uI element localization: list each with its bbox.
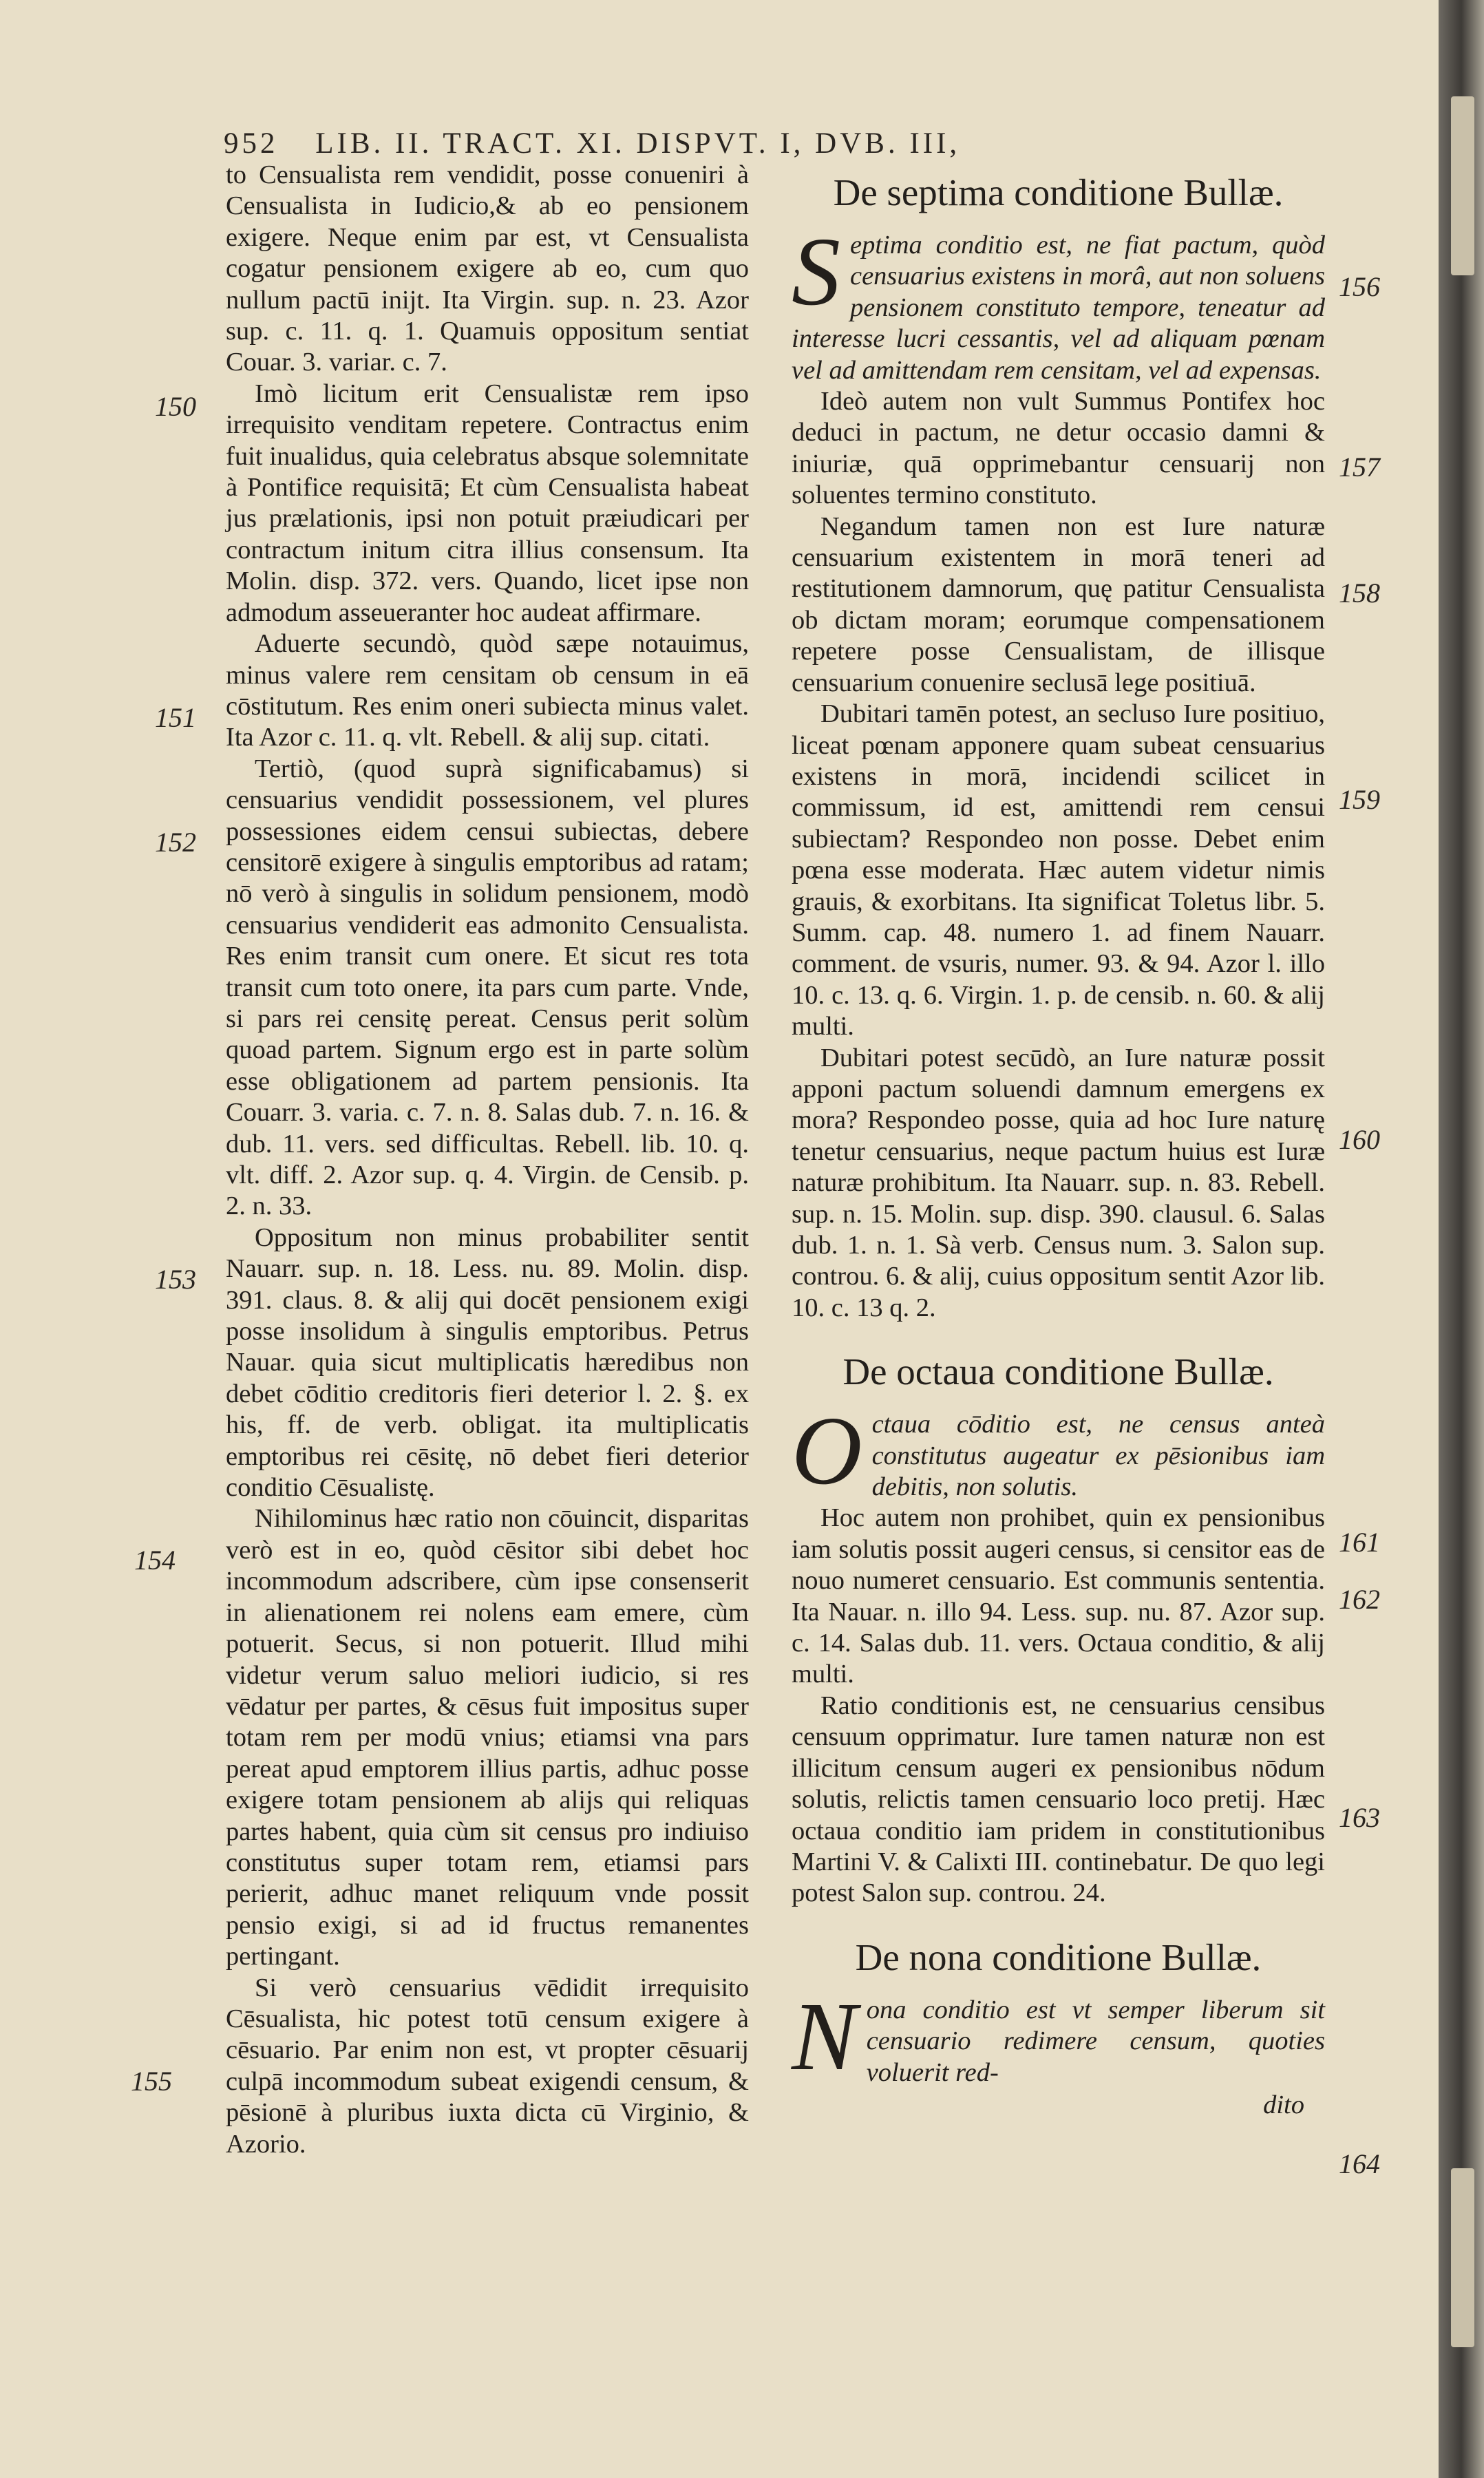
paragraph: Nihilominus hæc ratio non cōuincit, disparitas verò est in eo, quòd cēsitor sibi debet hoc incommodum adscribere, cùm ipse consenserit in alienationem rei nolens eam emere, cùm potuerit. Secus, si non potuerit. Illud mihi videtur verum saluo meliori iudicio, si res vēdatur per partes, & cēsus fuit impositus super totam rem per modū vnius; etiamsi vna pars pereat apud emptorem illius partis, adhuc posse exigere totam pensionem ab alijs qui reliquas partes habent, quia cùm sit census pro indiuiso constitutus super totam rem, etiamsi pars perierit, adhuc manet reliquum vnde possit pensio exigi, si ad id fructus remanentes pertingant.: [226, 1504, 749, 1971]
paragraph: Ideò autem non vult Summus Pontifex hoc deduci in pactum, ne detur occasio damni & iniuriæ, quā opprimebantur censuarij non soluentes termino constituto.: [792, 387, 1325, 510]
running-title: LIB. II. TRACT. XI. DISPVT. I, DVB. III,: [315, 127, 961, 160]
paragraph: Negandum tamen non est Iure naturæ censuarium existentem in morā teneri ad restitutionem damnorum, quę patitur Censualista ob dictam moram; eorumque compensationem repetere posse Censualistam, de illisque censuarium conuenire seclusā lege positiuā.: [792, 511, 1325, 697]
page-edge: [1451, 96, 1474, 275]
paragraph-number: 151: [155, 702, 196, 733]
paragraph: Octaua cōditio est, ne census anteà constitutus augeatur ex pēsionibus iam debitis, non solutis.: [792, 1396, 1325, 1505]
section-heading: De septima conditione Bullæ.: [833, 171, 1284, 213]
page-edge: [1451, 2168, 1474, 2347]
drop-cap: N: [792, 1981, 857, 2090]
paragraph: Si verò censuarius vēdidit irrequisito Cēsualista, hic potest totū censum exigere à cēsuario. Par enim non est, vt propter cēsuarij culpā incommodum subeat exigendi censum, & pēsionē à pluribus iuxta dicta cū Virginio, & Azorio.: [226, 1973, 749, 2159]
paragraph: Dubitari potest secūdò, an Iure naturæ possit apponi pactum soluendi damnum emergens ex mora? Respondeo posse, quia ad hoc Iure naturę tenetur censuarius, neque pactum huius est Iuræ naturæ prohibitum. Ita Nauarr. sup. n. 83. Rebell. sup. n. 15. Molin. sup. disp. 390. clausul. 6. Salas dub. 1. n. 1. Sà verb. Census num. 3. Salon sup. controu. 6. & alij, cuius oppositum sentit Azor lib. 10. c. 13 q. 2.: [792, 1043, 1325, 1322]
paragraph: Ratio conditionis est, ne censuarius censibus censuum opprimatur. Iure tamen naturæ non est illicitum censum augeri ex pensionibus nōdum solutis, relictis tamen censuario loco pretij. Hæc octaua conditio iam pridem in constitutionibus Martini V. & Calixti III. continebatur. De quo legi potest Salon sup. controu. 24.: [792, 1691, 1325, 1908]
paragraph-number: 159: [1339, 784, 1380, 815]
page-number: 952: [224, 127, 279, 160]
paragraph-number: 162: [1339, 1584, 1380, 1615]
catchword: dito: [1263, 2090, 1304, 2119]
paragraph-number: 152: [155, 827, 196, 858]
paragraph-number: 150: [155, 391, 196, 422]
paragraph: Oppositum non minus probabiliter sentit Nauarr. sup. n. 18. Less. nu. 89. Molin. disp. 391. claus. 8. & alij qui docēt pensionem exigi posse insolidum à singulis emptoribus. Petrus Nauar. quia sicut multiplicatis hæredibus non debet cōditio creditoris fieri deterior l. 2. §. ex his, ff. de verb. obligat. ita multiplicatis emptoribus rei cēsitę, nō debet fieri deterior conditio Cēsualistę.: [226, 1222, 749, 1503]
paragraph: Imò licitum erit Censualistæ rem ipso irrequisito venditam repetere. Contractus enim fuit inualidus, quia celebratus absque solemnitate à Pontifice requisitā; Et cùm Censualista habeat jus prælationis, ipsi non potuit præiudicari per contractum initum citra illius consensum. Ita Molin. disp. 372. vers. Quando, licet ipse non admodum asseueranter hoc audeat affirmare.: [226, 379, 749, 627]
paragraph-number: 153: [155, 1264, 196, 1295]
drop-cap: S: [792, 217, 840, 326]
paragraph-number: 155: [131, 2066, 172, 2097]
right-column: [792, 160, 1325, 2121]
drop-cap: O: [792, 1396, 862, 1505]
paragraph-number: 158: [1339, 578, 1380, 608]
book-gutter: [1439, 0, 1484, 2478]
running-head: [224, 127, 1180, 160]
paragraph: Septima conditio est, ne fiat pactum, quòd censuarius existens in morâ, aut non soluens pensionem constituto tempore, teneatur ad interesse lucri cessantis, vel ad aliquam pœnam vel ad amittendam rem censitam, vel ad expensas.: [792, 217, 1325, 385]
paragraph: Aduerte secundò, quòd sæpe notauimus, minus valere rem censitam ob censum in eā cōstitutum. Res enim oneri subiecta minus valet. Ita Azor c. 11. q. vlt. Rebell. & alij sup. citati.: [226, 629, 749, 752]
paragraph-number: 164: [1339, 2148, 1380, 2179]
paragraph-number: 163: [1339, 1802, 1380, 1833]
paragraph: to Censualista rem vendidit, posse conueniri à Censualista in Iudicio,& ab eo pensionem exigere. Neque enim par est, vt Censualista cogatur pensionem exigere ab eo, cum quo nullum pactū inijt. Ita Virgin. sup. n. 23. Azor sup. c. 11. q. 1. Quamuis oppositum sentiat Couar. 3. variar. c. 7.: [226, 160, 749, 377]
paragraph-number: 157: [1339, 452, 1380, 483]
paragraph-number: 154: [134, 1545, 176, 1576]
section-heading: De nona conditione Bullæ.: [855, 1936, 1262, 1978]
paragraph: Tertiò, (quod suprà significabamus) si censuarius vendidit possessionem, vel plures possessiones eidem censui subiectas, debere censitorē exigere à singulis emptoribus ad ratam; nō verò à singulis in solidum pensionem, modò censuarius vendiderit eas admonito Censualista. Res enim transit cum onere. Et sicut res tota transit cum toto onere, ita pars cum parte. Vnde, si pars rei censitę pereat. Census perit solùm quoad partem. Signum ergo est in parte solùm esse obligationem ad partem pensionis. Ita Couarr. 3. varia. c. 7. n. 8. Salas dub. 7. n. 16. & dub. 11. vers. sed difficultas. Rebell. lib. 10. q. vlt. diff. 2. Azor sup. q. 4. Virgin. de Censib. p. 2. n. 33.: [226, 754, 749, 1221]
section-heading: De octaua conditione Bullæ.: [842, 1351, 1274, 1393]
paragraph: Nona conditio est vt semper liberum sit censuario redimere censum, quoties voluerit red-: [792, 1981, 1325, 2090]
paragraph: Dubitari tamēn potest, an secluso Iure positiuo, liceat pœnam apponere quam subeat censuarius existens in morā, incidendi scilicet in commissum, id est, amittendi rem censui subiectam? Respondeo non posse. Debet enim pœna esse moderata. Hæc autem videtur nimis grauis, & exorbitans. Ita significat Toletus libr. 5. Summ. cap. 48. numero 1. ad finem Nauarr. comment. de vsuris, numer. 93. & 94. Azor l. illo 10. c. 13. q. 6. Virgin. 1. p. de censib. n. 60. & alij multi.: [792, 699, 1325, 1041]
paragraph-number: 156: [1339, 271, 1380, 302]
left-column: [226, 160, 749, 2160]
paragraph-number: 160: [1339, 1124, 1380, 1155]
paragraph: Hoc autem non prohibet, quin ex pensionibus iam solutis possit augeri census, si censitor eas de nouo numeret censuario. Est communis sententia. Ita Nauar. n. illo 94. Less. sup. nu. 87. Azor sup. c. 14. Salas dub. 11. vers. Octaua conditio, & alij multi.: [792, 1503, 1325, 1689]
paragraph-number: 161: [1339, 1527, 1380, 1558]
